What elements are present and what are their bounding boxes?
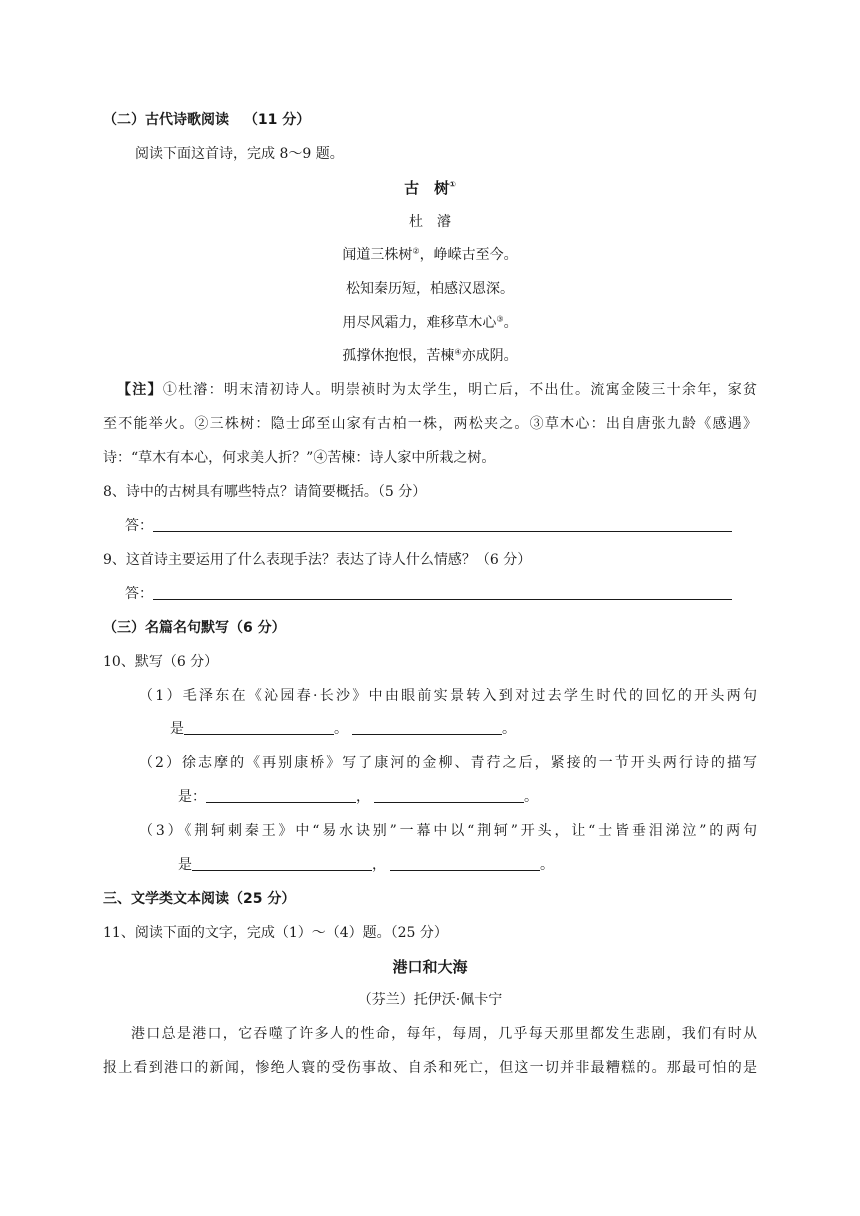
note-text-1: ①杜濬：明末清初诗人。明崇祯时为太学生，明亡后，不出仕。流寓金陵三十余年，家贫 [162, 382, 758, 398]
q10-p1-blank-1[interactable] [184, 720, 334, 735]
question-9-answer-label: 答： [125, 586, 153, 602]
note-label: 【注】 [117, 382, 163, 398]
q10-p2-blank-1[interactable] [206, 788, 356, 803]
q10-p2-prefix: 是： [178, 789, 206, 805]
question-10: 10、默写（6 分） [103, 654, 219, 670]
story-paragraph-line-2: 报上看到港口的新闻，惨绝人寰的受伤事故、自杀和死亡，但这一切并非最糟糕的。那最可怕的是 [103, 1060, 757, 1076]
poem-line-4a: 孤撑休抱恨，苦楝 [342, 348, 455, 364]
q10-p3-sep: ， [372, 857, 386, 873]
poem-author: 杜 濬 [409, 214, 451, 230]
question-10-part-1: （1）毛泽东在《沁园春·长沙》中由眼前实景转入到对过去学生时代的回忆的开头两句 [139, 688, 757, 704]
note-line-2: 至不能举火。②三株树：隐士邱至山家有古柏一株，两松夹之。③草木心：出自唐张九龄《感遇》 [103, 416, 757, 432]
question-10-part-3: （3）《荆轲刺秦王》中“易水诀别”一幕中以“荆轲”开头，让“士皆垂泪涕泣”的两句 [139, 823, 757, 839]
note-line-1 [117, 380, 757, 400]
poem-line-4-footnote: ④ [454, 347, 462, 357]
q10-p1-end: 。 [502, 721, 516, 737]
section-2-heading [103, 110, 310, 130]
section-2-instruction: 阅读下面这首诗，完成 8～9 题。 [135, 146, 344, 162]
question-8-answer-line[interactable] [153, 516, 732, 532]
note-line-3: 诗：“草木有本心，何求美人折？”④苦楝：诗人家中所栽之树。 [103, 450, 496, 466]
poem-line-1a: 闻道三株树 [342, 247, 413, 263]
story-author: （芬兰）托伊沃·佩卡宁 [357, 992, 503, 1008]
poem-line-1b: ，峥嵘古至今。 [419, 247, 518, 263]
poem-line-4 [0, 346, 860, 366]
part-3-heading: 三、文学类文本阅读（25 分） [103, 891, 296, 907]
poem-line-1 [0, 245, 860, 265]
question-8-answer-label: 答： [125, 518, 153, 534]
poem-title-footnote: ① [449, 180, 456, 189]
q10-p2-blank-2[interactable] [374, 788, 524, 803]
q10-p3-blank-2[interactable] [390, 856, 540, 871]
q10-p1-blank-2[interactable] [352, 720, 502, 735]
q10-p1-prefix: 是 [170, 721, 184, 737]
question-10-part-3-blanks [178, 855, 554, 875]
poem-line-1-footnote: ② [412, 246, 420, 256]
q10-p2-end: 。 [524, 789, 538, 805]
section-3-heading: （三）名篇名句默写（6 分） [103, 620, 286, 636]
question-10-part-1-blanks [170, 719, 516, 739]
q10-p1-sep: 。 [334, 721, 348, 737]
poem-line-3 [0, 313, 860, 333]
q10-p3-end: 。 [540, 857, 554, 873]
poem-title-text: 古 树 [404, 179, 450, 197]
poem-line-2: 松知秦历短，柏感汉恩深。 [346, 281, 514, 297]
section-2-points: （11 分） [243, 112, 311, 128]
q10-p3-prefix: 是 [178, 857, 192, 873]
question-10-part-2-blanks [178, 787, 538, 807]
q10-p3-blank-1[interactable] [192, 856, 372, 871]
section-2-title: （二）古代诗歌阅读 [103, 112, 229, 128]
story-paragraph-line-1: 港口总是港口，它吞噬了许多人的性命，每年，每周，几乎每天那里都发生悲剧，我们有时从 [131, 1026, 757, 1042]
question-11: 11、阅读下面的文字，完成（1）～（4）题。（25 分） [103, 925, 448, 941]
q10-p2-sep: ， [356, 789, 370, 805]
question-9-answer-line[interactable] [153, 584, 732, 600]
poem-line-3a: 用尽风霜力，难移草木心 [342, 315, 497, 331]
question-9: 9、这首诗主要运用了什么表现手法？表达了诗人什么情感？（6 分） [103, 552, 532, 568]
question-10-part-2: （2）徐志摩的《再别康桥》写了康河的金柳、青荇之后，紧接的一节开头两行诗的描写 [139, 755, 757, 771]
poem-line-3-footnote: ③ [496, 314, 504, 324]
poem-line-3b: 。 [503, 315, 518, 331]
poem-title [0, 178, 860, 198]
story-title: 港口和大海 [392, 958, 468, 976]
poem-line-4b: 亦成阴。 [461, 348, 518, 364]
question-8: 8、诗中的古树具有哪些特点？请简要概括。（5 分） [103, 484, 427, 500]
